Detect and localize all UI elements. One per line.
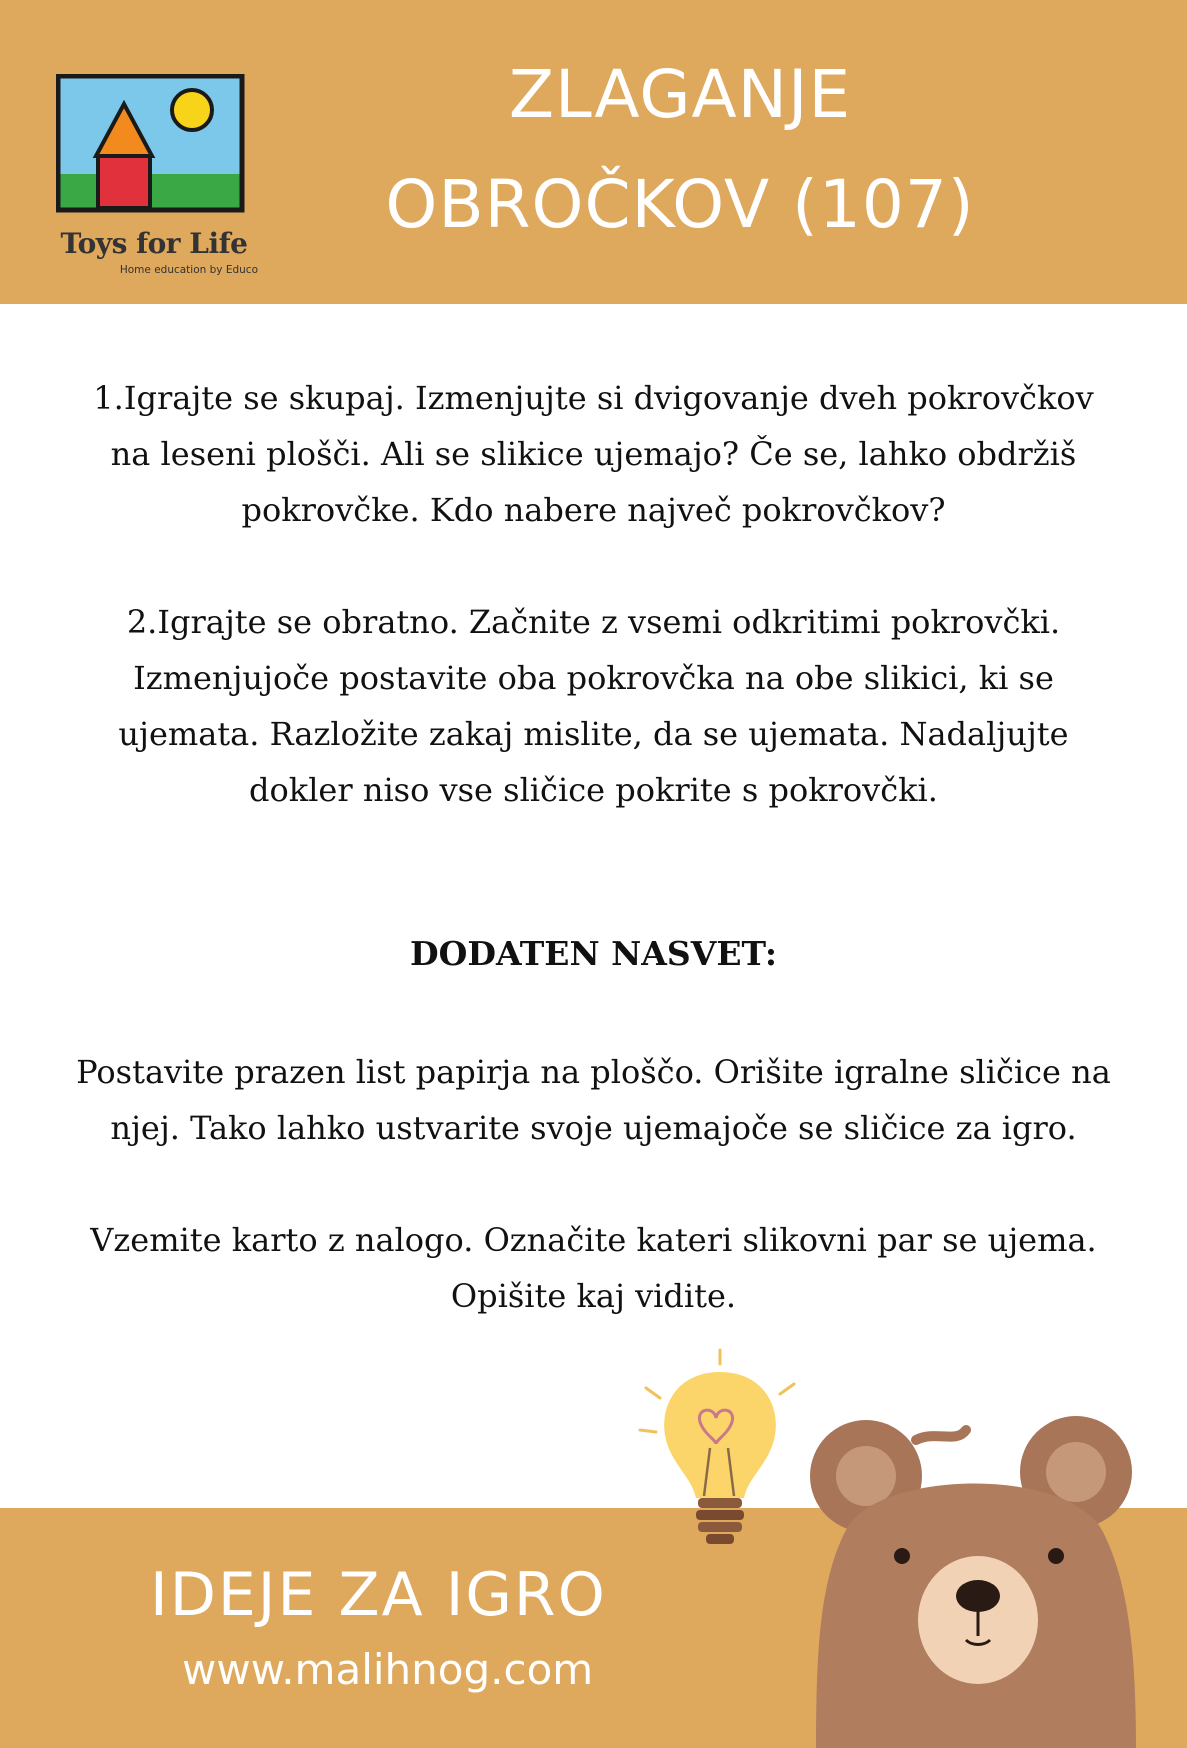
website-link[interactable]: www.malihnog.com [182, 1645, 594, 1694]
page-title-line: OBROČKOV (107) [385, 166, 975, 243]
tip-paragraph-1 [40, 1044, 1147, 1156]
text-line: 2.Igrajte se obratno. Začnite z vsemi odkritimi pokrovčki. [126, 603, 1061, 641]
text-line: Postavite prazen list papirja na ploščo. Orišite igralne sličice na [76, 1053, 1111, 1091]
text-line: ujemata. Razložite zakaj mislite, da se ujemata. Nadaljujte [118, 715, 1069, 753]
instruction-step-1 [40, 370, 1147, 538]
text-line: na leseni plošči. Ali se slikice ujemajo? Če se, lahko obdržiš [110, 435, 1077, 473]
bear-illustration [806, 1400, 1146, 1748]
tip-heading: DODATEN NASVET: [409, 934, 778, 973]
text-line: pokrovčke. Kdo nabere največ pokrovčkov? [241, 491, 946, 529]
footer-title: IDEJE ZA IGRO [150, 1560, 607, 1630]
logo-house-icon [56, 74, 252, 220]
text-line: dokler niso vse sličice pokrite s pokrovčki. [249, 771, 938, 809]
brand-tagline: Home education by Educo [119, 264, 258, 276]
instruction-step-2 [40, 594, 1147, 818]
page-title-line: ZLAGANJE [508, 56, 852, 133]
brand-logo[interactable] [56, 74, 258, 280]
text-line: Izmenjujoče postavite oba pokrovčka na obe slikici, ki se [133, 659, 1054, 697]
text-line: Vzemite karto z nalogo. Označite kateri slikovni par se ujema. [90, 1221, 1097, 1259]
brand-name: Toys for Life [60, 227, 248, 260]
text-line: Opišite kaj vidite. [450, 1277, 737, 1315]
text-line: 1.Igrajte se skupaj. Izmenjujte si dvigovanje dveh pokrovčkov [93, 379, 1094, 417]
text-line: njej. Tako lahko ustvarite svoje ujemajoče se sličice za igro. [110, 1109, 1077, 1147]
tip-paragraph-2 [40, 1212, 1147, 1324]
page-title [320, 40, 1040, 260]
light-bulb-icon [636, 1348, 806, 1578]
